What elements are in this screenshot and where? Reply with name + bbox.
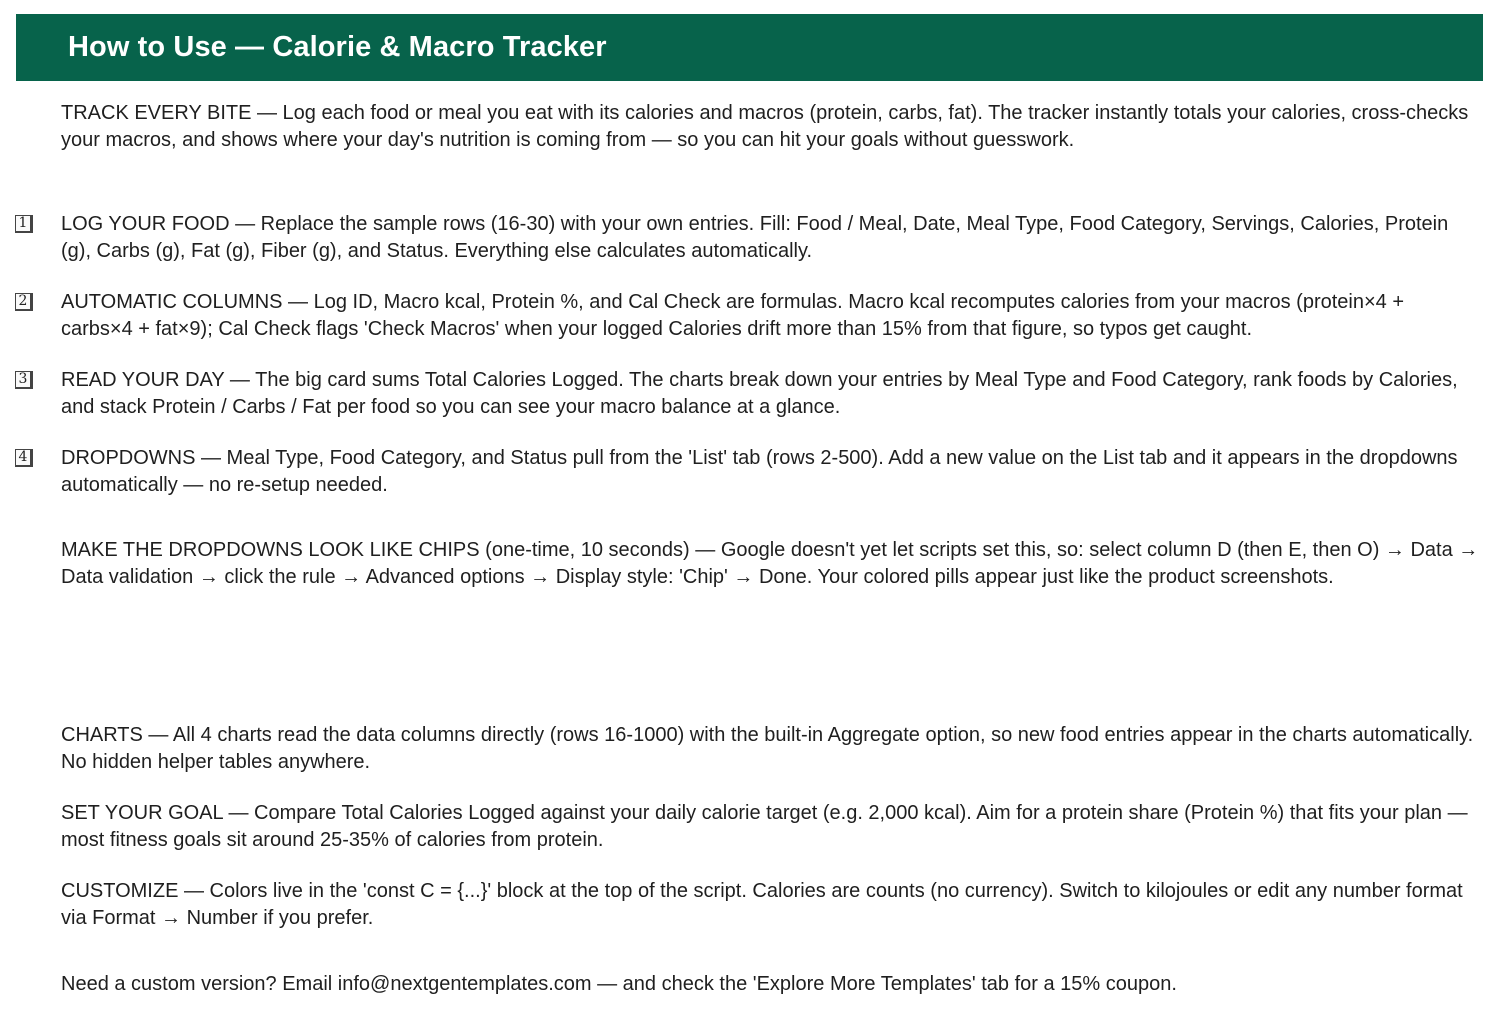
chips-paragraph: MAKE THE DROPDOWNS LOOK LIKE CHIPS (one-time, 10 seconds) — Google doesn't yet let scripts set this, so: select column D (then E, then O) → Data → Data validation → click the rule → Advanced options → Display style: 'Chip' → Done. Your colored pills appear just like the product screenshots.: [61, 539, 1479, 588]
goal-paragraph: SET YOUR GOAL — Compare Total Calories Logged against your daily calorie target (e.g. 2,000 kcal). Aim for a protein share (Protein %) that fits your plan — most fitness goals sit around 25-35% of calories from protein.: [61, 802, 1468, 851]
customize-paragraph: CUSTOMIZE — Colors live in the 'const C = {...}' block at the top of the script. Calories are counts (no currency). Switch to kilojoules or edit any number format via Format → Number if you prefer.: [61, 880, 1463, 929]
contact-paragraph: Need a custom version? Email info@nextgentemplates.com — and check the 'Explore More Templates' tab for a 15% coupon.: [61, 973, 1177, 995]
charts-paragraph: CHARTS — All 4 charts read the data columns directly (rows 16-1000) with the built-in Aggregate option, so new food entries appear in the charts automatically. No hidden helper tables anywhere.: [61, 724, 1474, 773]
step-1-number-icon: 1: [15, 215, 33, 233]
intro-paragraph: TRACK EVERY BITE — Log each food or meal you eat with its calories and macros (protein, carbs, fat). The tracker instantly totals your calories, cross-checks your macros, and shows where your day's nutrition is coming from — so you can hit your goals without guesswork.: [61, 102, 1469, 151]
step-2-text: AUTOMATIC COLUMNS — Log ID, Macro kcal, Protein %, and Cal Check are formulas. Macro kcal recomputes calories from your macros (protein×4 + carbs×4 + fat×9); Cal Check flags 'Check Macros' when your logged Calories drift more than 15% from that figure, so typos get caught.: [61, 291, 1405, 340]
step-3-number-icon: 3: [15, 371, 33, 389]
step-3-text: READ YOUR DAY — The big card sums Total Calories Logged. The charts break down your entries by Meal Type and Food Category, rank foods by Calories, and stack Protein / Carbs / Fat per food so you can see your macro balance at a glance.: [61, 369, 1458, 418]
step-1-text: LOG YOUR FOOD — Replace the sample rows (16-30) with your own entries. Fill: Food / Meal, Date, Meal Type, Food Category, Servings, Calories, Protein (g), Carbs (g), Fat (g), Fiber (g), and Status. Everything else calculates automatically.: [61, 213, 1449, 262]
page-title: How to Use — Calorie & Macro Tracker: [68, 31, 607, 63]
step-4-text: DROPDOWNS — Meal Type, Food Category, and Status pull from the 'List' tab (rows 2-500). Add a new value on the List tab and it appears in the dropdowns automatically — no re-setup needed.: [61, 447, 1458, 496]
step-2-number-icon: 2: [15, 293, 33, 311]
step-4-number-icon: 4: [15, 449, 33, 467]
header-bar: [16, 14, 1483, 81]
